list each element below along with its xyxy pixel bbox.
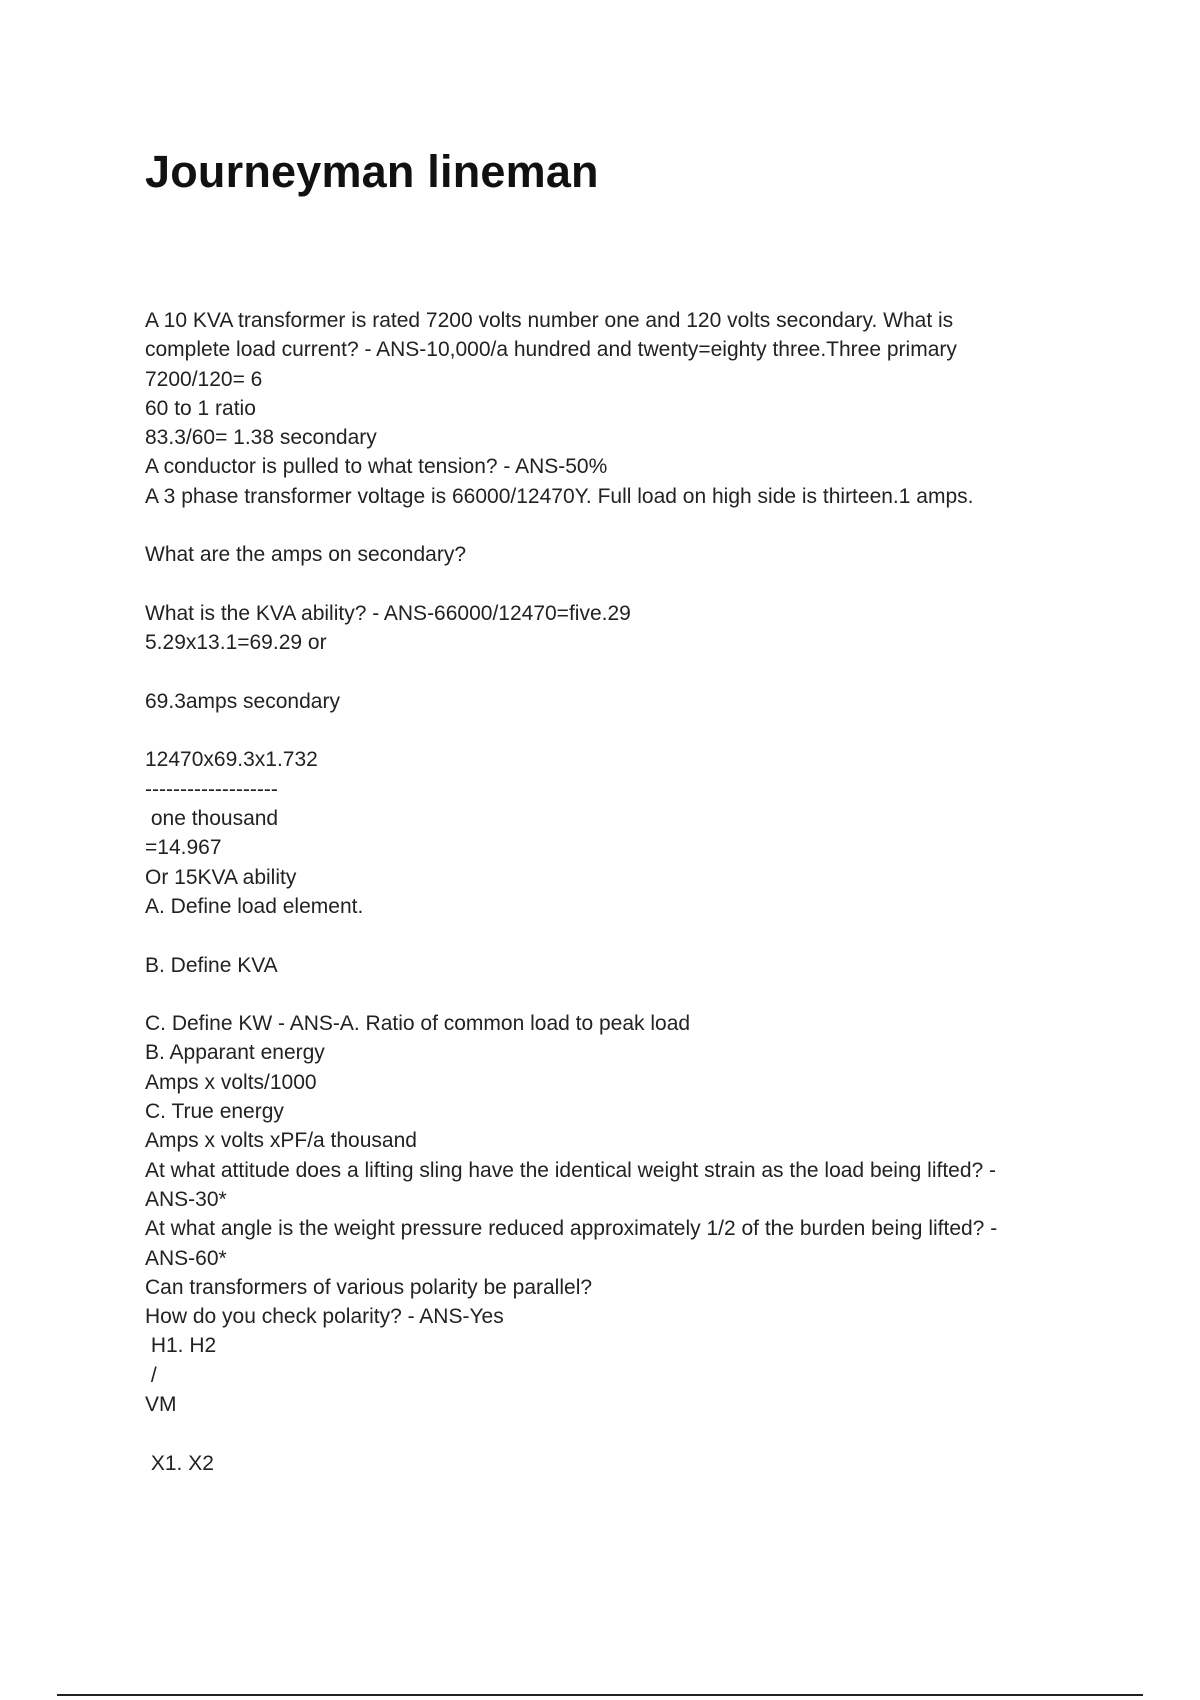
text-line: Can transformers of various polarity be parallel? bbox=[145, 1275, 593, 1299]
text-line: ------------------- bbox=[145, 777, 278, 801]
text-line: What are the amps on secondary? bbox=[145, 543, 467, 567]
text-line: C. Define KW - ANS-A. Ratio of common load to peak load bbox=[145, 1012, 691, 1036]
text-line: 12470x69.3x1.732 bbox=[145, 748, 318, 772]
text-line: A conductor is pulled to what tension? - ANS-50% bbox=[145, 455, 608, 479]
blank-line bbox=[145, 570, 1065, 599]
text-line: At what angle is the weight pressure reduced approximately 1/2 of the burden being lifted? - bbox=[145, 1217, 998, 1241]
blank-line bbox=[145, 716, 1065, 745]
text-line: X1. X2 bbox=[145, 1451, 214, 1475]
text-line: 60 to 1 ratio bbox=[145, 396, 256, 420]
text-line: 5.29x13.1=69.29 or bbox=[145, 631, 327, 655]
text-line: A 10 KVA transformer is rated 7200 volts number one and 120 volts secondary. What is bbox=[145, 309, 954, 332]
text-line: one thousand bbox=[145, 807, 279, 831]
text-line: H1. H2 bbox=[145, 1334, 217, 1358]
blank-line bbox=[145, 980, 1065, 1009]
blank-line bbox=[145, 511, 1065, 540]
text-line: C. True energy bbox=[145, 1100, 284, 1124]
blank-line bbox=[145, 921, 1065, 950]
text-line: B. Define KVA bbox=[145, 953, 278, 977]
document-title: Journeyman lineman bbox=[145, 146, 599, 197]
text-line: Amps x volts xPF/a thousand bbox=[145, 1129, 417, 1153]
document-body bbox=[145, 306, 1065, 1478]
text-line: =14.967 bbox=[145, 836, 222, 860]
text-line: ANS-60* bbox=[145, 1246, 227, 1270]
footer-divider bbox=[57, 1694, 1143, 1696]
text-line: B. Apparant energy bbox=[145, 1041, 325, 1065]
text-line: 69.3amps secondary bbox=[145, 689, 340, 713]
text-line: 7200/120= 6 bbox=[145, 367, 263, 391]
text-line: Amps x volts/1000 bbox=[145, 1070, 317, 1094]
text-line: How do you check polarity? - ANS-Yes bbox=[145, 1305, 504, 1329]
text-line: What is the KVA ability? - ANS-66000/12470=five.29 bbox=[145, 601, 631, 625]
text-line: Or 15KVA ability bbox=[145, 865, 297, 889]
blank-line bbox=[145, 1419, 1065, 1448]
text-line: / bbox=[145, 1363, 157, 1387]
text-line: A. Define load element. bbox=[145, 894, 364, 918]
text-line: At what attitude does a lifting sling have the identical weight strain as the load being lifted? - bbox=[145, 1158, 997, 1182]
text-line: A 3 phase transformer voltage is 66000/12470Y. Full load on high side is thirteen.1 amps. bbox=[145, 484, 974, 508]
text-line: 83.3/60= 1.38 secondary bbox=[145, 426, 377, 450]
text-line: VM bbox=[145, 1392, 177, 1416]
blank-line bbox=[145, 658, 1065, 687]
text-line: ANS-30* bbox=[145, 1187, 227, 1211]
text-line: complete load current? - ANS-10,000/a hundred and twenty=eighty three.Three primary bbox=[145, 338, 957, 362]
